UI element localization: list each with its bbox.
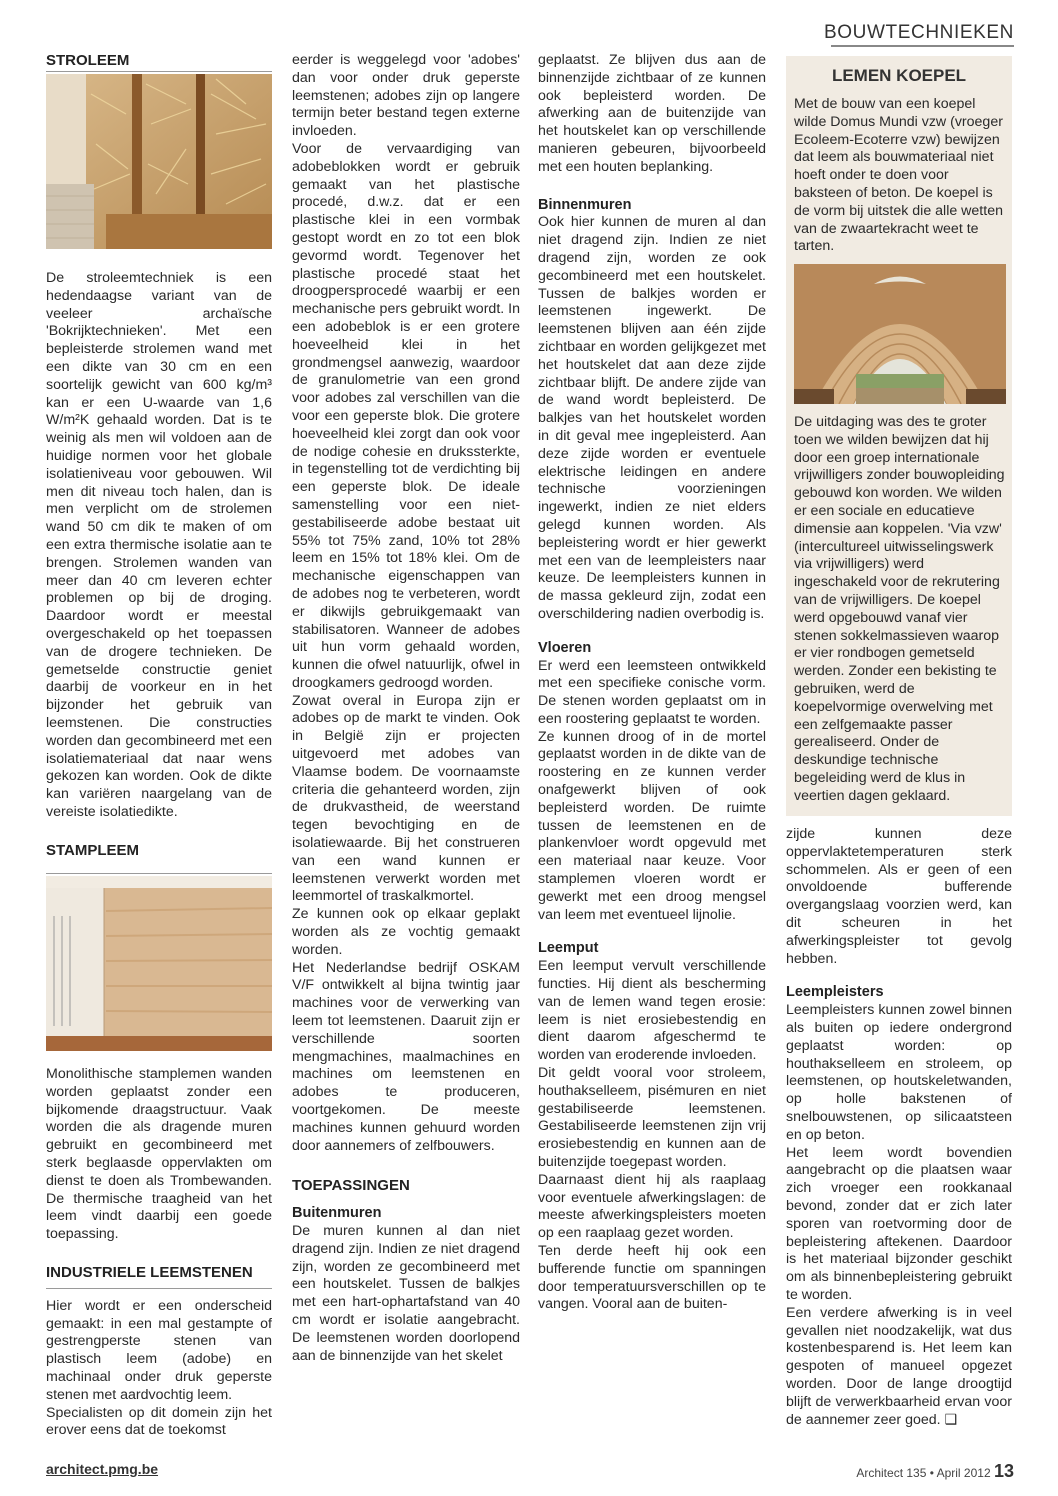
col3-p1: geplaatst. Ze blijven dus aan de binnenzijde zichtbaar of ze kunnen ook bepleisterd worden. De afwerking aan de buitenzijde van het houtskelet kan op verschillende manieren gebeuren, bijvoorbeeld met een houten beplanking. [538, 52, 766, 175]
stampleem-photo [46, 876, 272, 1051]
stroleem-text: De stroleemtechniek is een hedendaagse variant van de veeleer archaïsche 'Bokrijktechnieken'. Met een bepleisterde strolemen wand met een dikte van 30 cm en een soortelijk gewicht van 600 kg/m³ kan er een U-waarde van 1,6 W/m²K gehaald worden. Dat is te weinig als men wil voldoen aan de huidige normen voor het globale isolatieniveau voor gebouwen. Wil men dit niveau toch halen, dan is men verplicht om de strolemen wand 50 cm dik te maken of om een extra thermische isolatie aan te brengen. Strolemen wanden van meer dan 40 cm leveren echter problemen op bij de droging. Daardoor wordt er meestal overgeschakeld op het toepassen van de drogere technieken. De gemetselde constructie geniet daarbij de voorkeur en in het bijzonder het gebruik van leemstenen. Die constructies worden dan gecombineerd met een isolatiemateriaal dat naar wens gekozen kan worden. Ook de dikte kan variëren naargelang van de vereiste isolatiedikte. [46, 270, 272, 820]
buitenmuren-text: De muren kunnen al dan niet dragend zijn. Indien ze niet dragend zijn, worden ze gecombineerd met een houtskelet. Tussen de balkjes met een hart-ophartafstand van 40 cm wordt er isolatie aangebracht. De leemstenen worden doorlopend aan de binnenzijde van het skelet [292, 1223, 520, 1364]
industriele-p1: Hier wordt er een onderscheid gemaakt: in een mal gestampte of gestrengperste stenen van plastisch leem (adobe) en machinaal onder druk geperste stenen met aardvochtig leem. [46, 1297, 272, 1403]
section-title-industriele: INDUSTRIELE LEEMSTENEN [46, 1263, 253, 1281]
subheading-leempleisters: Leempleisters [786, 984, 884, 1001]
col2-p3: Zowat overal in Europa zijn er adobes op de markt te vinden. Ook in België zijn er projecten uitgevoerd met adobes van Vlaamse bodem. De voornaamste criteria die gehanteerd worden, zijn de drukvastheid, de weerstand tegen bevochtiging en de isolatiewaarde. Bij het construeren van een wand kunnen er leemstenen verwerkt worden met leemmortel of traskalkmortel. [292, 692, 520, 905]
leemput-p3: Daarnaast dient hij als raaplaag voor eventuele afwerkingslagen: de meeste afwerkingspleisters moeten op een raaplaag gezet worden. [538, 1171, 766, 1242]
section-title-stroleem: STROLEEM [46, 52, 130, 69]
page-number: 13 [993, 1461, 1014, 1481]
leempleisters-p1: Leempleisters kunnen zowel binnen als buiten op iedere ondergrond geplaatst worden: op houthakselleem en stroleem, op leemstenen, op houtskeletwanden, op holle bakstenen of snelbouwstenen, op silicaatsteen en op beton. [786, 1002, 1012, 1143]
leempleisters-p2: Het leem wordt bovendien aangebracht op die plaatsen waar zich vroeger een rookkanaal bevond, zonder dat er zich later sporen van roetvorming door de bepleistering aftekenen. Daardoor is het materiaal bijzonder geschikt om als binnenbepleistering gebruikt te worden. [786, 1144, 1012, 1303]
footer-website-link[interactable]: architect.pmg.be [46, 1461, 159, 1477]
col2-p1: eerder is weggelegd voor 'adobes' dan voor onder druk geperste leemstenen; adobes zijn op langere termijn beter bestand tegen externe invloeden. [292, 52, 520, 140]
stroleem-photo [46, 74, 272, 249]
column-4 [786, 826, 1012, 1429]
column-1-lower [46, 1066, 272, 1440]
end-mark-icon: ❑ [944, 1411, 958, 1428]
subheading-binnenmuren: Binnenmuren [538, 196, 632, 213]
vloeren-p2: Ze kunnen droog of in de mortel geplaatst worden in de dikte van de roostering en ze kunnen verder onafgewerkt blijven of ook bepleisterd worden. De ruimte tussen de leemstenen en de plankenvloer wordt opgevuld met een materiaal naar keuze. Voor stamplemen vloeren wordt er gewerkt met een droog mengsel van leem met eventueel lijnolie. [538, 728, 766, 923]
subheading-vloeren: Vloeren [538, 639, 592, 656]
footer-issue-text: Architect 135 • April 2012 [856, 1466, 991, 1480]
subheading-leemput: Leemput [538, 940, 599, 957]
col2-p5: Het Nederlandse bedrijf OSKAM V/F ontwikkelt al bijna twintig jaar machines voor de verwerking van leem tot leemstenen. Daaruit zijn er verschillende soorten mengmachines, maalmachines en machines om leemstenen en adobes te produceren, voortgekomen. De meeste machines kunnen gehuurd worden door aannemers of zelfbouwers. [292, 959, 520, 1154]
footer-issue [856, 1461, 1014, 1482]
section-title-stampleem: STAMPLEEM [46, 841, 140, 859]
sidebar-body: De uitdaging was des te groter toen we wilden bewijzen dat hij door een groep internationale vrijwilligers zonder bouwopleiding gebouwd kon worden. We wilden er een sociale en educatieve dimensie aan koppelen. 'Via vzw' (intercultureel uitwisselingswerk via vrijwilligers) werd ingeschakeld voor de rekrutering van de vrijwilligers. De koepel werd opgebouwd vanaf vier stenen sokkelmassieven waarop er vier rondbogen gemetseld werden. Zonder een bekisting te gebruiken, werd de koepelvormige overwelving met een zelfgemaakte passer gerealiseerd. Onder de deskundige technische begeleiding werd de klus in veertien dagen geklaard. [794, 414, 1005, 804]
header-rule [831, 45, 1014, 47]
sidebar-box [786, 56, 1012, 816]
col4-p1: zijde kunnen deze oppervlaktetemperaturen sterk schommelen. Als er geen of een onvoldoende bufferende overgangslaag voorzien werd, kan dit scheuren in het afwerkingspleister tot gevolg hebben. [786, 826, 1012, 967]
section-label: BOUWTECHNIEKEN [824, 22, 1014, 43]
section-rule [46, 1288, 272, 1289]
column-1-body [46, 270, 272, 860]
leempleisters-p3-text: Een verdere afwerking is in veel gevallen niet noodzakelijk, wat dus kostenbesparend is. Het leem kan gespoten of manueel opgezet worden. Door de lange droogtijd blijft de verwerkbaarheid ervan voor de aannemer zeer goed. [786, 1304, 1012, 1428]
section-rule [46, 71, 272, 72]
sidebar-intro: Met de bouw van een koepel wilde Domus Mundi vzw (vroeger Ecoleem-Ecoterre vzw) bewijzen dat leem als bouwmateriaal niet hoeft onder te doen voor baksteen of beton. De koepel is de vorm bij uitstek die alle wetten van de zwaartekracht weet te tarten. [794, 96, 1003, 255]
col2-p2: Voor de vervaardiging van adobeblokken wordt er gebruik gemaakt van het plastische procedé, d.w.z. dat er een plastische klei in een vormbak gestopt wordt en zo tot een blok gevormd wordt. Tegenover het plastische procedé staat het droogpersprocedé waarbij er een mechanische pers gebruikt wordt. In een adobeblok is er een grotere hoeveelheid klei in het grondmengsel aanwezig, waardoor de granulometrie van een grond voor adobes zal verschillen van die voor een geperste blok. Die grotere hoeveelheid klei zorgt dan ook voor de nodige cohesie en drukssterkte, in tegenstelling tot de verdichting bij een geperste blok. De ideale samenstelling voor een niet-gestabiliseerde adobe bestaat uit 55% tot 75% zand, 10% tot 28% leem en 15% tot 18% klei. Om de mechanische eigenschappen van de adobes nog te verbeteren, wordt er dikwijls gebruikgemaakt van stabilisatoren. Wanneer de adobes uit hun vorm gehaald worden, kunnen die ofwel natuurlijk, ofwel in droogkamers gedroogd worden. [292, 140, 520, 691]
leempleisters-p3 [786, 1305, 1012, 1430]
leemput-p2: Dit geldt vooral voor stroleem, houthakselleem, pisémuren en niet gestabiliseerde leemstenen. Gestabiliseerde leemstenen zijn vrij erosiebestendig en kunnen aan de buitenzijde toegepast worden. [538, 1065, 766, 1171]
column-3 [538, 52, 766, 1314]
subheading-buitenmuren: Buitenmuren [292, 1205, 382, 1222]
sidebar-title: LEMEN KOEPEL [831, 66, 967, 85]
stampleem-text: Monolithische stamplemen wanden worden geplaatst zonder een bijkomende draagstructuur. Vaak worden die als dragende muren gebruikt en gecombineerd met sterk beglaasde oppervlakten om dienst te doen als Trombewanden. De thermische traagheid van het leem vindt daarbij een goede toepassing. [46, 1066, 272, 1243]
industriele-p2: Specialisten op dit domein zijn het erover eens dat de toekomst [46, 1404, 272, 1439]
section-rule [46, 873, 272, 874]
section-title-toepassingen: TOEPASSINGEN [292, 1177, 410, 1195]
column-2 [292, 52, 520, 1365]
col2-p4: Ze kunnen ook op elkaar geplakt worden als ze vochtig gemaakt worden. [292, 906, 520, 958]
vloeren-p1: Er werd een leemsteen ontwikkeld met een specifieke conische vorm. De stenen worden geplaatst om in een roostering geplaatst te worden. [538, 657, 766, 727]
leemput-p4: Ten derde heeft hij ook een bufferende functie om spanningen door temperatuursverschillen op te vangen. Vooral aan de buiten- [538, 1243, 766, 1313]
leemput-p1: Een leemput vervult verschillende functies. Hij dient als bescherming van de lemen wand tegen erosie: leem is niet erosiebestendig en dient daarom afgeschermd te worden van eroderende invloeden. [538, 958, 766, 1064]
column-1 [46, 52, 272, 70]
binnenmuren-text: Ook hier kunnen de muren al dan niet dragend zijn. Indien ze niet dragend zijn, worden ze ook gecombineerd met een houtskelet. Tussen de balkjes worden er leemstenen ingewerkt. De leemstenen blijven aan één zijde zichtbaar en worden gelijkgezet met het houtskelet dat aan deze zijde zichtbaar blijft. De andere zijde van de wand wordt bepleisterd. De balkjes van het houtskelet worden in dit geval mee ingepleisterd. Aan deze zijde worden er eventuele elektrische leidingen en andere technische voorzieningen ingewerkt, indien ze niet elders gelegd kunnen worden. Als bepleistering wordt er hier gewerkt met een van de leempleisters naar keuze. De leempleisters kunnen in de massa gekleurd zijn, zodat een overschildering nadien overbodig is. [538, 214, 766, 622]
dome-photo [794, 264, 1006, 404]
